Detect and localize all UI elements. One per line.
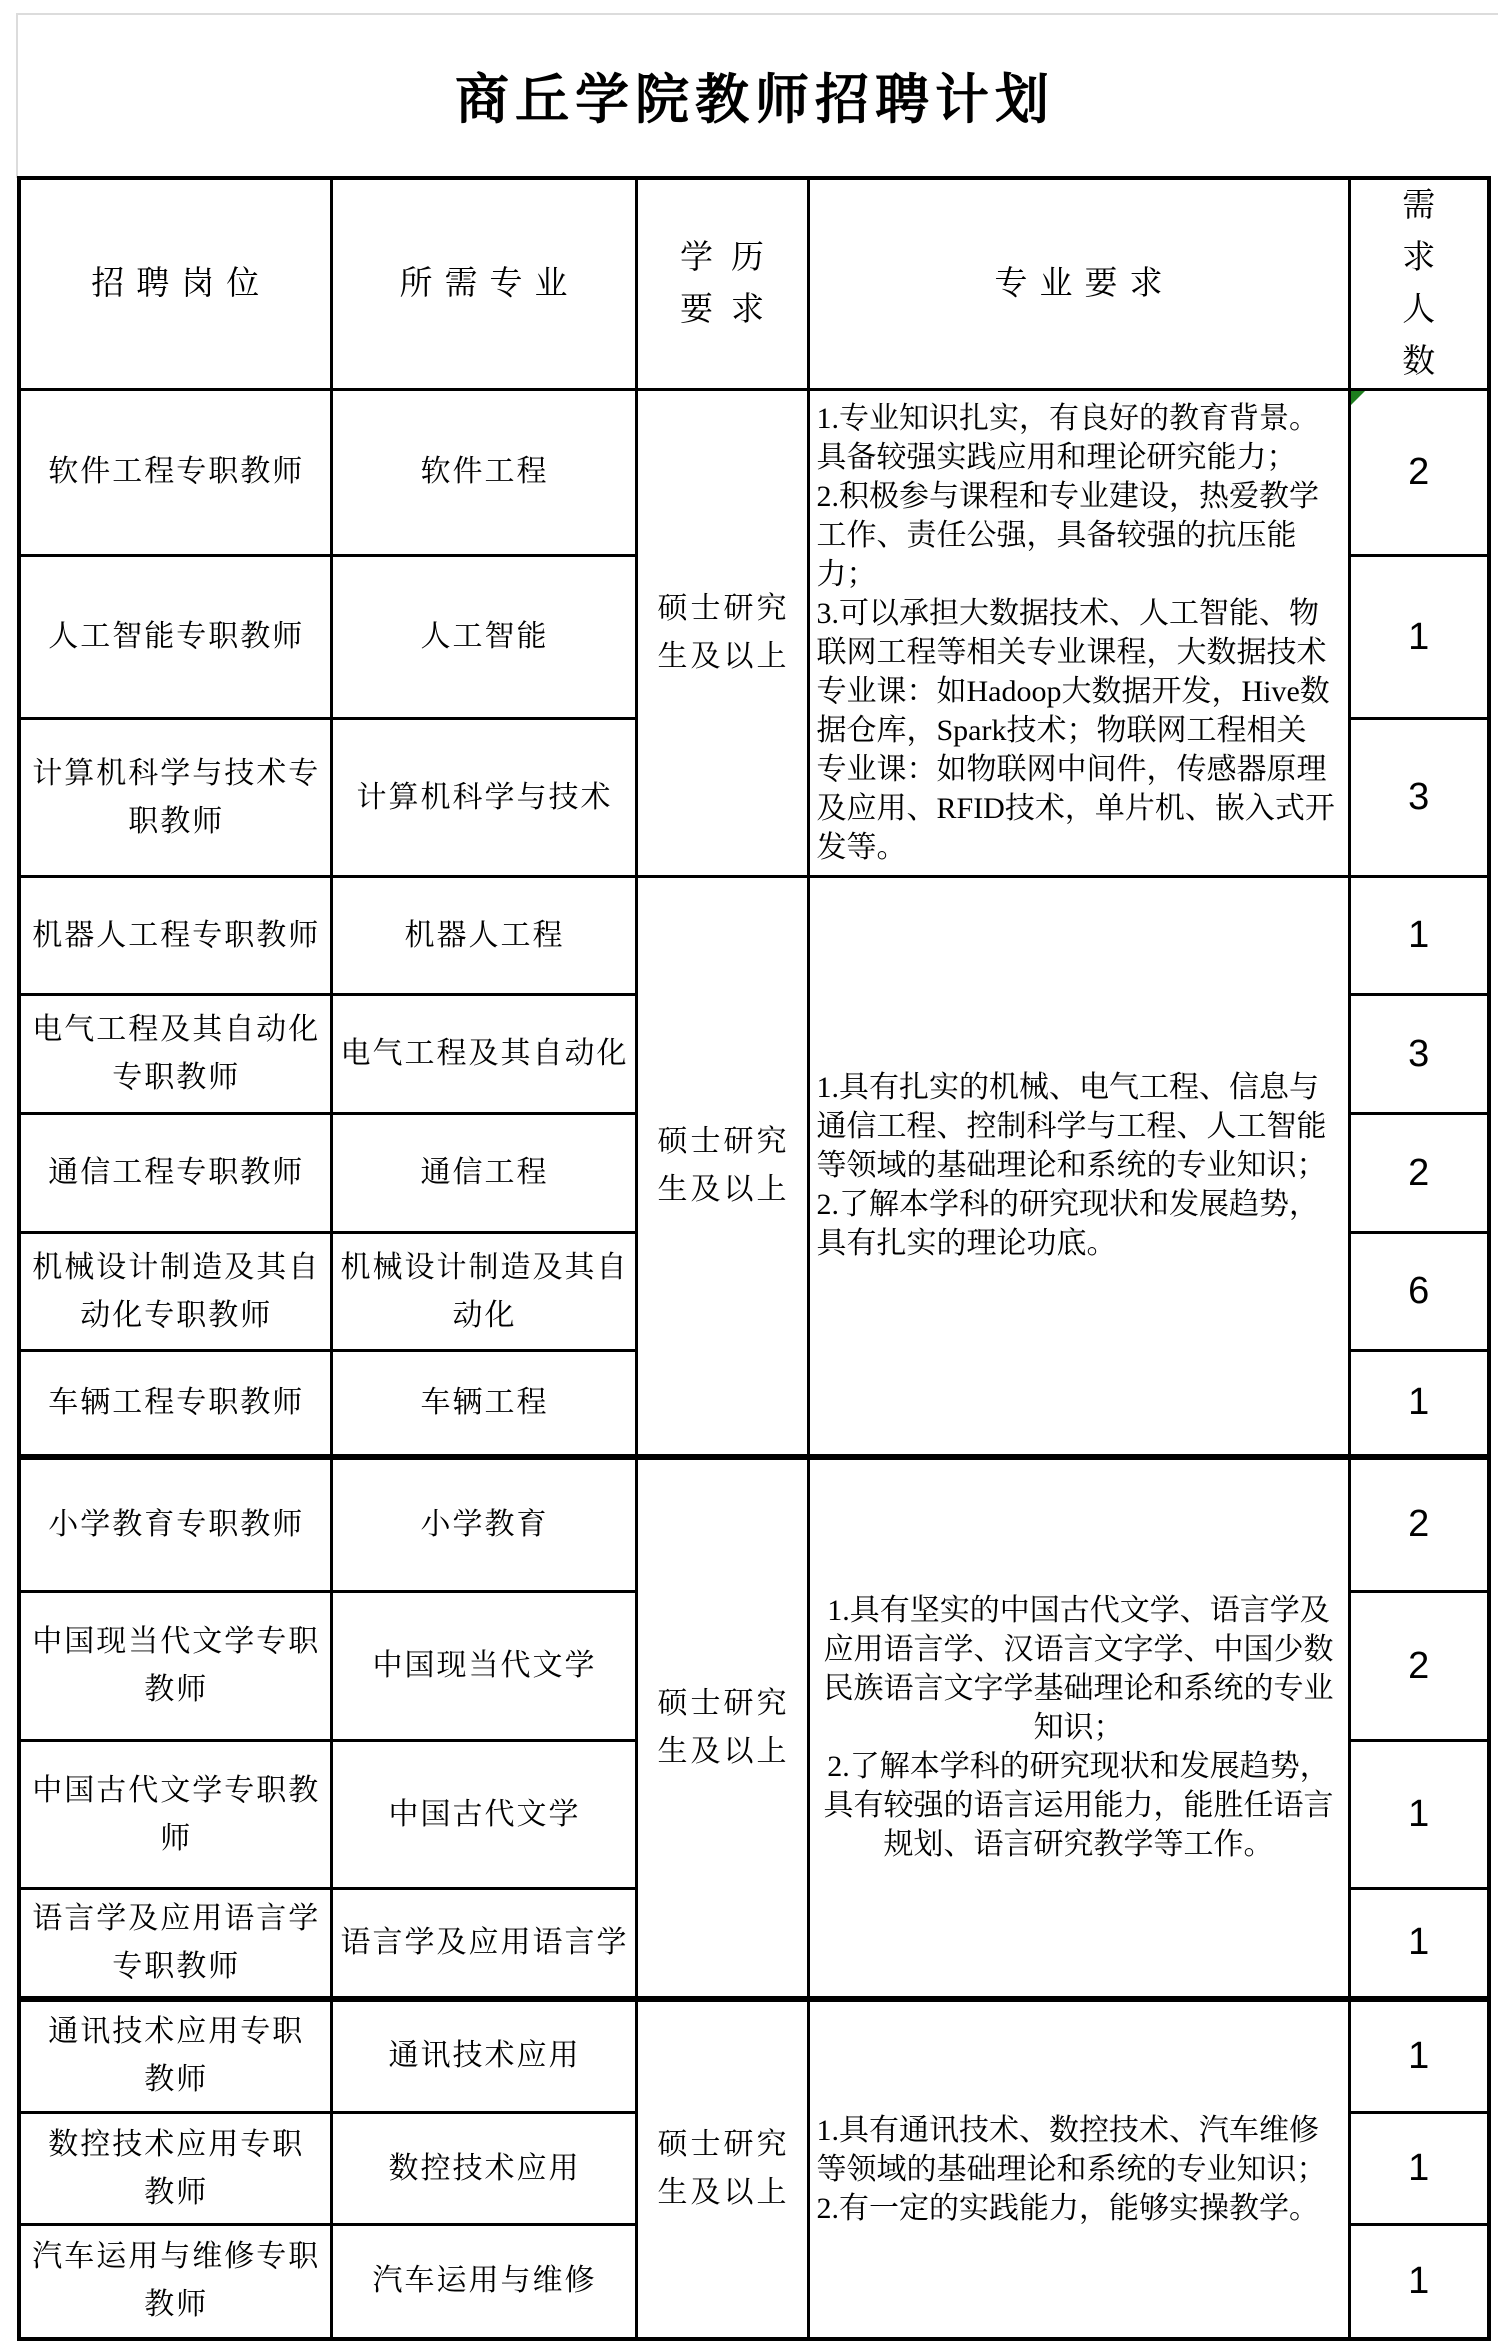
major-cell: 机器人工程 [331, 877, 636, 995]
headcount-cell: 6 [1349, 1233, 1489, 1351]
headcount-cell: 2 [1349, 1592, 1489, 1741]
position-cell: 通信工程专职教师 [19, 1114, 331, 1233]
headcount-cell: 1 [1349, 1889, 1489, 1999]
table-row [19, 1999, 1489, 2113]
major-cell: 中国古代文学 [331, 1741, 636, 1889]
position-cell: 汽车运用与维修专职 教师 [19, 2225, 331, 2339]
headcount-cell: 2 [1349, 1457, 1489, 1592]
headcount-cell: 1 [1349, 1999, 1489, 2113]
headcount-cell: 3 [1349, 719, 1489, 877]
position-cell: 小学教育专职教师 [19, 1457, 331, 1592]
position-cell: 机器人工程专职教师 [19, 877, 331, 995]
education-cell: 硕士研究 生及以上 [636, 1999, 808, 2339]
position-cell: 语言学及应用语言学 专职教师 [19, 1889, 331, 1999]
header-row [19, 178, 1489, 390]
requirements-cell: 1.具有扎实的机械、电气工程、信息与 通信工程、控制科学与工程、人工智能 等领域的基础理论和系统的专业知识； 2.了解本学科的研究现状和发展趋势， 具有扎实的理论功底。 [808, 877, 1349, 1457]
position-cell: 中国现当代文学专职 教师 [19, 1592, 331, 1741]
recruitment-table [17, 176, 1491, 2341]
major-cell: 机械设计制造及其自 动化 [331, 1233, 636, 1351]
header-position: 招聘岗位 [19, 178, 331, 390]
education-cell: 硕士研究 生及以上 [636, 877, 808, 1457]
header-headcount: 需求 人数 [1349, 178, 1489, 390]
requirements-cell: 1.具有坚实的中国古代文学、语言学及 应用语言学、汉语言文字学、中国少数 民族语言文字学基础理论和系统的专业 知识； 2.了解本学科的研究现状和发展趋势， 具有较强的语言运用能力，能胜任语言 规划、语言研究教学等工作。 [808, 1457, 1349, 1999]
headcount-cell: 1 [1349, 2225, 1489, 2339]
major-cell: 人工智能 [331, 555, 636, 719]
headcount-cell: 1 [1349, 1351, 1489, 1457]
header-major: 所需专业 [331, 178, 636, 390]
headcount-cell: 3 [1349, 995, 1489, 1114]
position-cell: 软件工程专职教师 [19, 390, 331, 556]
position-cell: 数控技术应用专职 教师 [19, 2113, 331, 2225]
major-cell: 通讯技术应用 [331, 1999, 636, 2113]
table-row [19, 877, 1489, 995]
major-cell: 通信工程 [331, 1114, 636, 1233]
requirements-cell: 1.专业知识扎实，有良好的教育背景。 具备较强实践应用和理论研究能力； 2.积极参与课程和专业建设，热爱教学 工作、责任公强，具备较强的抗压能 力； 3.可以承担大数据技术、人工智能、物 联网工程等相关专业课程，大数据技术 专业课：如Hadoop大数据开发，Hive数 据仓库，Spark技术；物联网工程相关 专业课：如物联网中间件，传感器原理 及应用、RFID技术，单片机、嵌入式开 发等。 [808, 390, 1349, 877]
headcount-cell: 2 [1349, 390, 1489, 556]
position-cell: 中国古代文学专职教 师 [19, 1741, 331, 1889]
position-cell: 人工智能专职教师 [19, 555, 331, 719]
headcount-cell: 1 [1349, 555, 1489, 719]
document-title: 商丘学院教师招聘计划 [455, 69, 1055, 130]
major-cell: 软件工程 [331, 390, 636, 556]
education-cell: 硕士研究 生及以上 [636, 390, 808, 877]
major-cell: 数控技术应用 [331, 2113, 636, 2225]
major-cell: 中国现当代文学 [331, 1592, 636, 1741]
major-cell: 语言学及应用语言学 [331, 1889, 636, 1999]
table-row [19, 1457, 1489, 1592]
header-requirements: 专业要求 [808, 178, 1349, 390]
position-cell: 计算机科学与技术专 职教师 [19, 719, 331, 877]
education-cell: 硕士研究 生及以上 [636, 1457, 808, 1999]
headcount-cell: 1 [1349, 1741, 1489, 1889]
headcount-cell: 1 [1349, 2113, 1489, 2225]
table-row [19, 390, 1489, 556]
headcount-cell: 2 [1349, 1114, 1489, 1233]
headcount-cell: 1 [1349, 877, 1489, 995]
major-cell: 电气工程及其自动化 [331, 995, 636, 1114]
position-cell: 车辆工程专职教师 [19, 1351, 331, 1457]
header-education: 学历 要求 [636, 178, 808, 390]
requirements-cell: 1.具有通讯技术、数控技术、汽车维修 等领域的基础理论和系统的专业知识； 2.有一定的实践能力，能够实操教学。 [808, 1999, 1349, 2339]
major-cell: 计算机科学与技术 [331, 719, 636, 877]
major-cell: 汽车运用与维修 [331, 2225, 636, 2339]
major-cell: 小学教育 [331, 1457, 636, 1592]
position-cell: 机械设计制造及其自 动化专职教师 [19, 1233, 331, 1351]
position-cell: 电气工程及其自动化 专职教师 [19, 995, 331, 1114]
major-cell: 车辆工程 [331, 1351, 636, 1457]
position-cell: 通讯技术应用专职 教师 [19, 1999, 331, 2113]
